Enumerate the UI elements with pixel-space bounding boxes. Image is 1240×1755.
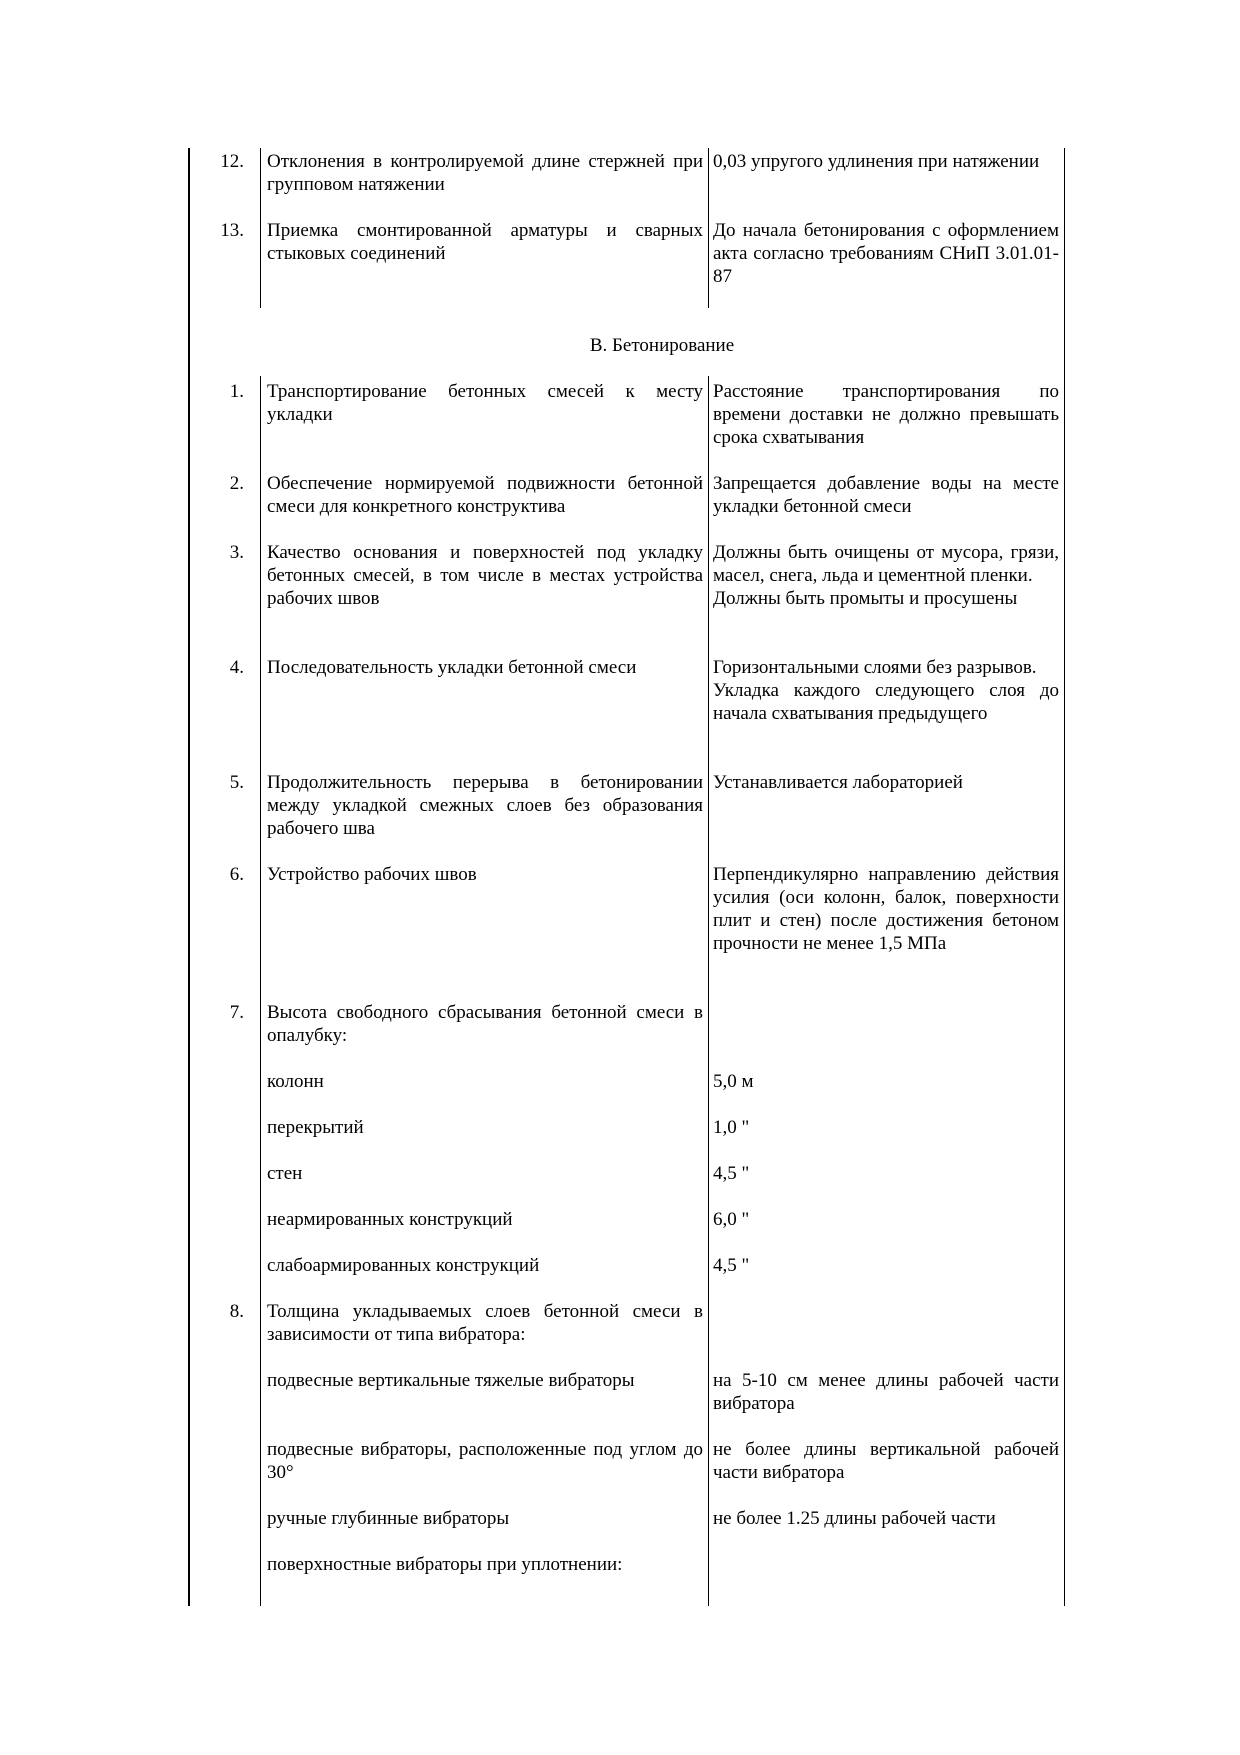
row-number: 13. [220,220,244,241]
row-number: 1. [229,381,244,402]
row-value-line: Должны быть очищены от мусора, грязи, масел, снега, льда и цементной пленки. [713,542,1059,586]
row-parameter: Приемка смонтированной арматуры и сварных стыковых соединений [267,220,703,264]
row-value [713,656,1059,725]
row-value: Запрещается добавление воды на месте укладки бетонной смеси [713,473,1059,517]
row-value: 6,0 " [713,1209,750,1230]
row-value: Устанавливается лабораторией [713,772,963,793]
mid-column-border-top [708,148,709,308]
row-number: 8. [229,1301,244,1322]
num-column-border-top [260,148,261,308]
row-subparameter: ручные глубинные вибраторы [267,1508,510,1529]
row-value: Перпендикулярно направлению действия усилия (оси колонн, балок, поверхности плит и стен) после достижения бетоном прочности не менее 1,5 МПа [713,864,1059,954]
row-parameter: Транспортирование бетонных смесей к месту укладки [267,381,703,425]
row-value: 4,5 " [713,1163,750,1184]
row-parameter: Обеспечение нормируемой подвижности бетонной смеси для конкретного конструктива [267,473,703,517]
num-column-border [260,376,261,1606]
row-parameter: Высота свободного сбрасывания бетонной смеси в опалубку: [267,1002,703,1046]
row-subparameter: перекрытий [267,1117,364,1138]
row-value-line: Должны быть промыты и просушены [713,588,1018,609]
row-value [713,541,1059,610]
row-parameter: Устройство рабочих швов [267,864,477,885]
row-number: 6. [229,864,244,885]
row-value: не более длины вертикальной рабочей части вибратора [713,1439,1059,1483]
table-left-border [188,148,190,1606]
row-value: на 5-10 см менее длины рабочей части вибратора [713,1370,1059,1414]
row-parameter: Отклонения в контролируемой длине стержней при групповом натяжении [267,151,703,195]
row-value: Расстояние транспортирования по времени доставки не должно превышать срока схватывания [713,381,1059,448]
row-number: 2. [229,473,244,494]
row-number: 12. [220,151,244,172]
mid-column-border [708,376,709,1606]
row-number: 7. [229,1002,244,1023]
row-subparameter: поверхностные вибраторы при уплотнении: [267,1554,623,1575]
row-value: 1,0 " [713,1117,750,1138]
row-subparameter: слабоармированных конструкций [267,1255,540,1276]
section-title: В. Бетонирование [589,335,735,356]
row-value: 5,0 м [713,1071,754,1092]
row-value: До начала бетонирования с оформлением акта согласно требованиям СНиП 3.01.01-87 [713,220,1059,287]
row-subparameter: неармированных конструкций [267,1209,513,1230]
row-number: 5. [229,772,244,793]
row-number: 3. [229,542,244,563]
row-value: не более 1.25 длины рабочей части [713,1508,996,1529]
row-parameter: Продолжительность перерыва в бетонировании между укладкой смежных слоев без образования рабочего шва [267,772,703,839]
row-subparameter: подвесные вибраторы, расположенные под углом до 30° [267,1439,703,1483]
row-subparameter: стен [267,1163,303,1184]
row-value-line: Укладка каждого следующего слоя до начала схватывания предыдущего [713,680,1059,724]
row-parameter: Качество основания и поверхностей под укладку бетонных смесей, в том числе в местах устройства рабочих швов [267,542,703,609]
row-subparameter: подвесные вертикальные тяжелые вибраторы [267,1370,635,1391]
row-parameter: Последовательность укладки бетонной смеси [267,657,637,678]
table-right-border [1064,148,1065,1606]
row-value-line: Горизонтальными слоями без разрывов. [713,657,1037,678]
row-value: 0,03 упругого удлинения при натяжении [713,151,1040,172]
row-value: 4,5 " [713,1255,750,1276]
row-number: 4. [229,657,244,678]
row-parameter: Толщина укладываемых слоев бетонной смеси в зависимости от типа вибратора: [267,1301,703,1345]
row-subparameter: колонн [267,1071,324,1092]
